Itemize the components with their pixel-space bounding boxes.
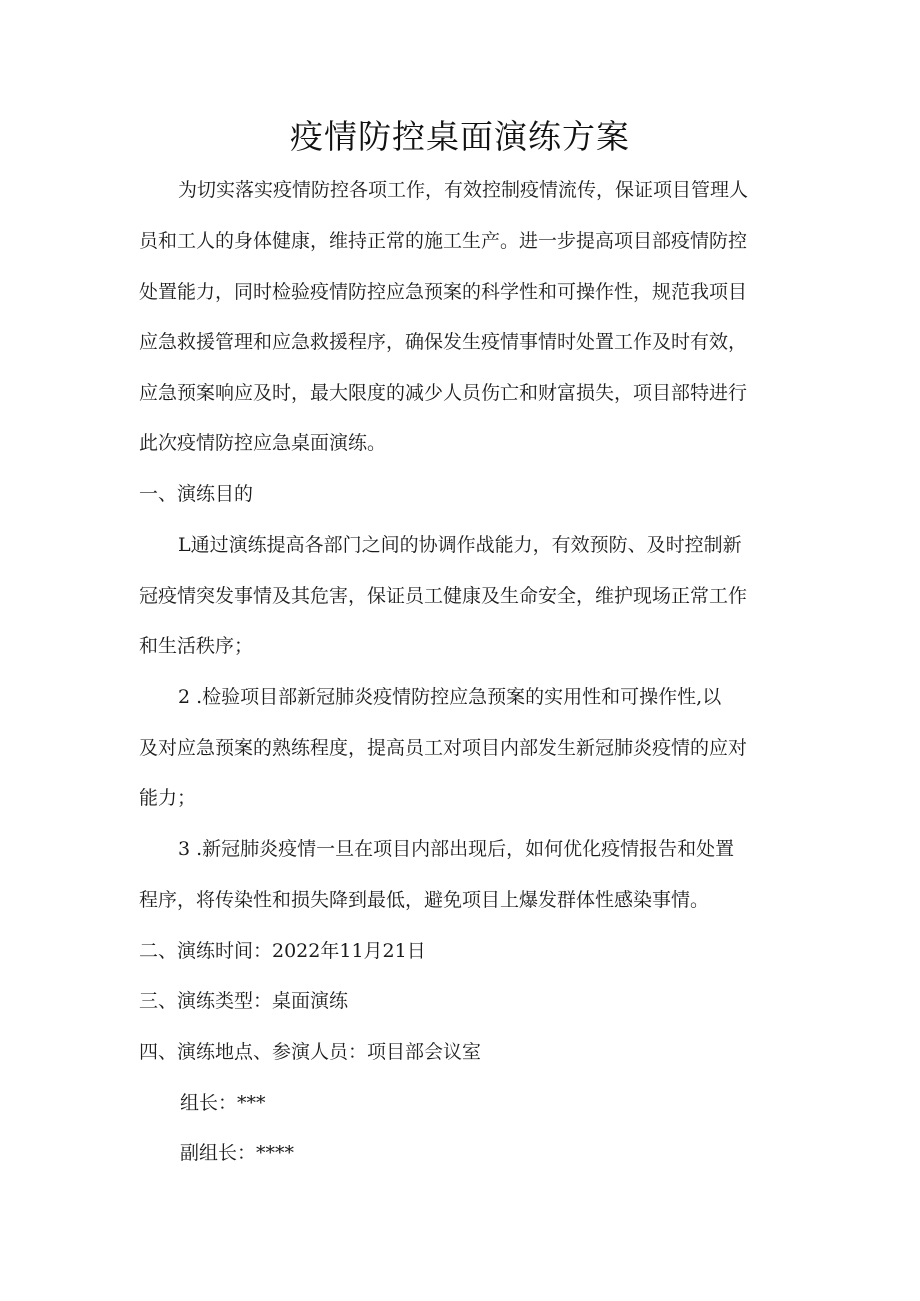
section-heading: 三、演练类型：桌面演练 xyxy=(139,990,349,1012)
leader-line: 组长：*** xyxy=(180,1092,266,1114)
item-line: 能力； xyxy=(139,787,197,809)
intro-line: 此次疫情防控应急桌面演练。 xyxy=(139,432,387,454)
intro-line: 应急预案响应及时，最大限度的减少人员伤亡和财富损失，项目部特进行 xyxy=(139,382,748,404)
page-title: 疫情防控桌面演练方案 xyxy=(290,117,630,156)
item-line: L通过演练提高各部门之间的协调作战能力，有效预防、及时控制新 xyxy=(178,534,742,556)
item-line: 3 .新冠肺炎疫情一旦在项目内部出现后，如何优化疫情报告和处置 xyxy=(178,838,735,860)
section-heading: 二、演练时间：2022年11月21日 xyxy=(139,940,426,962)
intro-line: 为切实落实疫情防控各项工作，有效控制疫情流传，保证项目管理人 xyxy=(178,179,749,201)
item-line: 2 .检验项目部新冠肺炎疫情防控应急预案的实用性和可操作性,以 xyxy=(178,686,722,708)
section-heading: 一、演练目的 xyxy=(139,483,254,505)
intro-line: 员和工人的身体健康，维持正常的施工生产。进一步提高项目部疫情防控 xyxy=(139,230,748,252)
item-line: 及对应急预案的熟练程度，提高员工对项目内部发生新冠肺炎疫情的应对 xyxy=(139,737,748,759)
deputy-leader-line: 副组长：**** xyxy=(180,1142,295,1164)
section-heading: 四、演练地点、参演人员：项目部会议室 xyxy=(139,1041,482,1063)
item-line: 和生活秩序； xyxy=(139,635,254,657)
intro-line: 应急救援管理和应急救援程序，确保发生疫情事情时处置工作及时有效， xyxy=(139,331,748,353)
intro-line: 处置能力，同时检验疫情防控应急预案的科学性和可操作性，规范我项目 xyxy=(139,281,748,303)
item-line: 冠疫情突发事情及其危害，保证员工健康及生命安全，维护现场正常工作 xyxy=(139,585,748,607)
item-line: 程序，将传染性和损失降到最低，避免项目上爆发群体性感染事情。 xyxy=(139,889,710,911)
